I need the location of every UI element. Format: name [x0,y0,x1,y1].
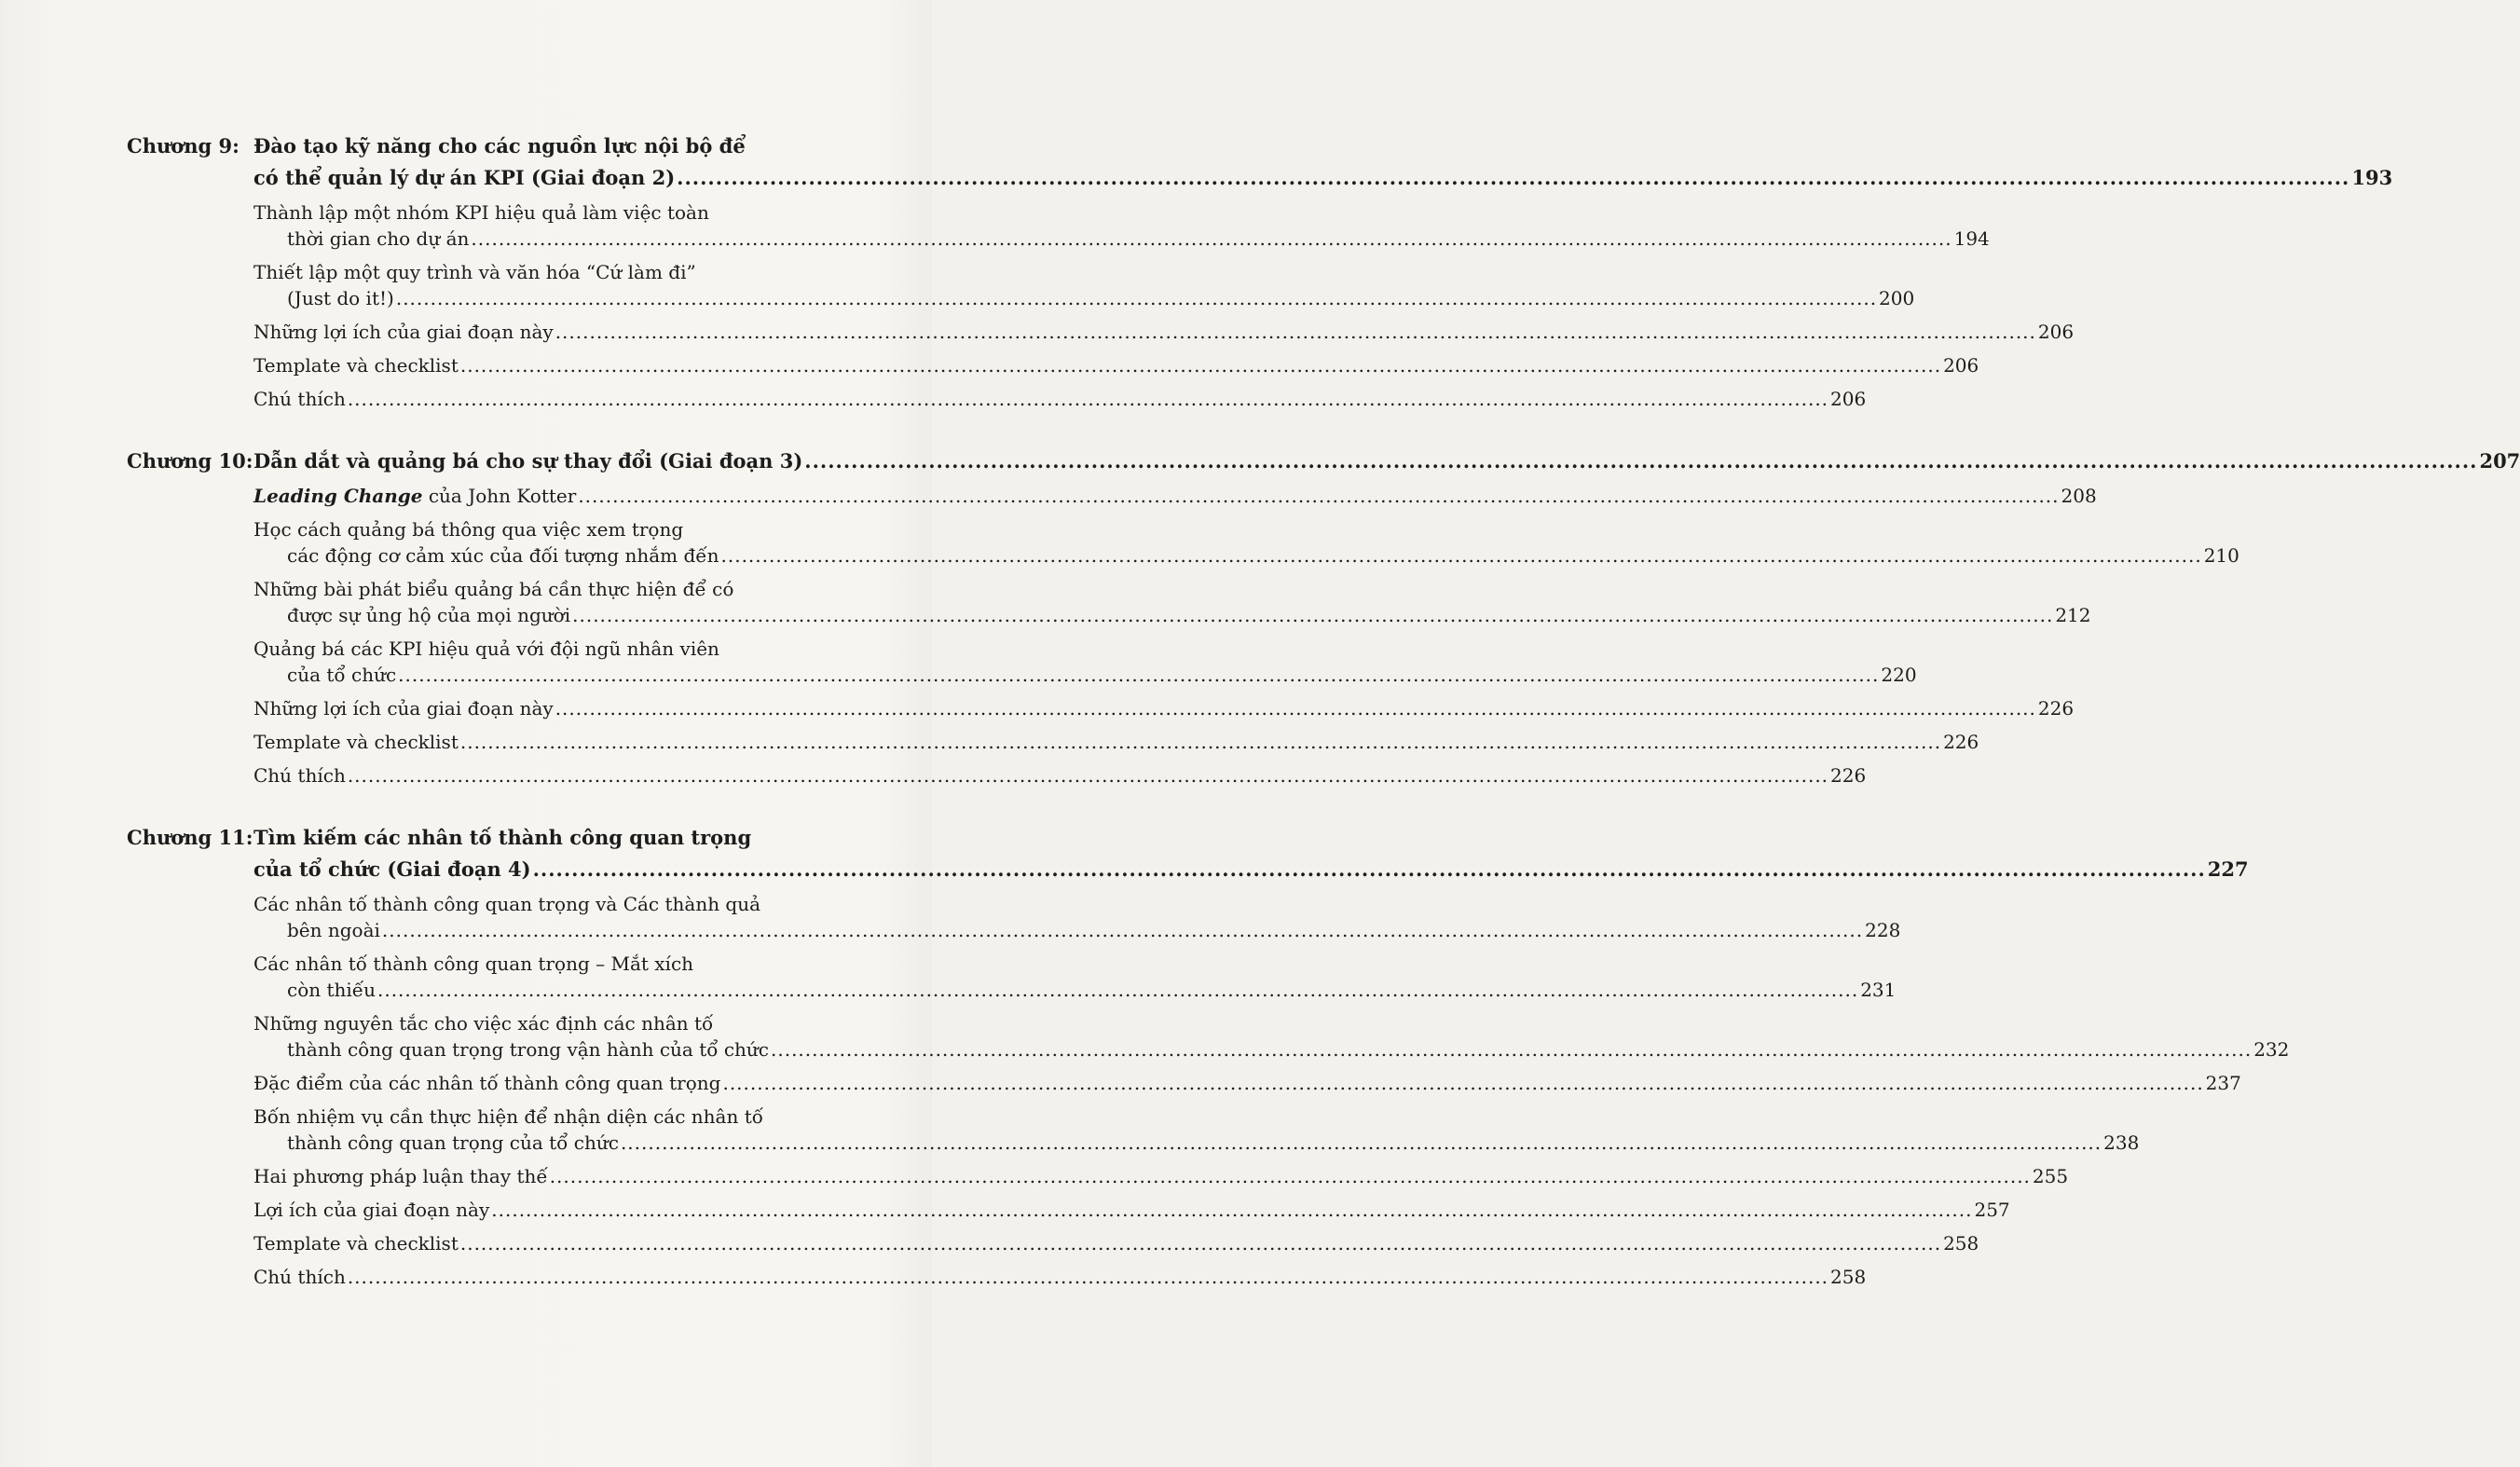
entry-title-text: (Just do it!) [287,287,394,309]
entry-page-number: 228 [1865,919,1901,941]
entry-title-text: thời gian cho dự án [287,227,470,250]
toc-entry[interactable] [253,1104,2140,1156]
dot-leader [460,729,1941,755]
entry-page-number: 226 [2037,697,2075,720]
entry-list [253,199,2075,412]
entry-title-line [253,1163,2069,1189]
chapter-page-number: 227 [2207,857,2249,881]
dot-leader [382,917,1863,943]
entry-title-line [253,226,1990,252]
entry-title-line [253,662,1917,688]
dot-leader [348,762,1828,788]
toc-entry[interactable] [253,516,2239,569]
book-title-emphasis: Leading Change [253,485,423,507]
toc-entry[interactable] [253,636,1917,688]
entry-title-text: Những lợi ích của giai đoạn này [253,321,554,343]
entry-title-text: Những lợi ích của giai đoạn này [253,697,554,720]
entry-page-number: 226 [1830,764,1867,787]
toc-entry[interactable] [253,951,1897,1003]
entry-page-number: 206 [1830,388,1867,410]
toc-entry[interactable] [253,199,1990,252]
dot-leader [771,1036,2252,1063]
entry-page-number: 206 [2037,321,2075,343]
entry-title-line [253,542,2239,569]
entry-page-number: 220 [1881,664,1917,686]
chapter-title-line [253,854,2249,885]
entry-title-line: Những nguyên tắc cho việc xác định các nhân tố [253,1012,714,1035]
entry-title-line [253,1197,2010,1223]
chapter-section [127,446,2520,788]
dot-leader [396,285,1877,311]
entry-title-line [253,602,2091,628]
entry-title-line: Những bài phát biểu quảng bá cần thực hiện để có [253,578,734,600]
entry-title-text: còn thiếu [287,979,376,1001]
entry-title-text: Chú thích [253,764,346,787]
toc-entry[interactable] [253,576,2091,628]
toc-entry[interactable] [253,1163,2069,1189]
dot-leader [555,695,2036,721]
entry-title-text: Template và checklist [253,731,459,753]
dot-leader [533,854,2206,885]
chapter-label: Chương 10: [127,449,253,473]
entry-title-text: Hai phương pháp luận thay thế [253,1165,548,1187]
entry-title-line [253,386,1867,412]
chapter-heading [127,130,2393,194]
toc-entry[interactable] [253,352,1979,378]
entry-title-rest: của John Kotter [422,485,577,507]
entry-title-line [253,917,1901,943]
entry-list [253,483,2239,788]
entry-title-line: Thành lập một nhóm KPI hiệu quả làm việc toàn [253,201,709,224]
entry-page-number: 237 [2205,1072,2241,1094]
toc-entry[interactable] [253,1197,2010,1223]
chapter-label: Chương 11: [127,826,253,849]
dot-leader [555,319,2036,345]
entry-page-number: 257 [1974,1199,2010,1221]
entry-title-line: Thiết lập một quy trình và văn hóa “Cứ làm đi” [253,261,696,283]
dot-leader [471,226,1952,252]
entry-page-number: 238 [2103,1131,2140,1154]
toc-entry[interactable] [253,1230,1979,1256]
dot-leader [460,1230,1941,1256]
chapter-heading [127,822,2249,885]
entry-title-line [253,977,1897,1003]
entry-title-text: bên ngoài [287,919,380,941]
chapter-section [127,822,2290,1290]
toc-entry[interactable] [253,1264,1867,1290]
entry-title-line: Các nhân tố thành công quan trọng – Mắt xích [253,953,694,975]
entry-title-text: được sự ủng hộ của mọi người [287,604,571,626]
dot-leader [621,1130,2102,1156]
entry-title-line [253,1264,1867,1290]
chapter-title-text: có thể quản lý dự án KPI (Giai đoạn 2) [253,166,676,189]
entry-title-text: thành công quan trọng của tổ chức [287,1131,619,1154]
entry-title-line [253,319,2075,345]
entry-title-text: Lợi ích của giai đoạn này [253,1199,490,1221]
dot-leader [550,1163,2031,1189]
toc-entry[interactable] [253,762,1867,788]
toc-entry[interactable] [253,695,2075,721]
entry-title-line: Bốn nhiệm vụ cần thực hiện để nhận diện các nhân tố [253,1105,763,1128]
entry-title-text: Chú thích [253,388,346,410]
toc-entry[interactable] [253,483,2097,509]
dot-leader [677,162,2349,194]
dot-leader [572,602,2053,628]
entry-list [253,891,2290,1290]
entry-title-text [253,483,576,509]
toc-entry[interactable] [253,891,1901,943]
chapter-title-line: Tìm kiếm các nhân tố thành công quan trọng [253,826,752,849]
chapter-heading [127,446,2520,477]
toc-entry[interactable] [253,259,1915,311]
chapter-page-number: 207 [2479,449,2520,473]
entry-page-number: 255 [2032,1165,2069,1187]
entry-title-text: thành công quan trọng trong vận hành của tổ chức [287,1038,769,1061]
chapter-title-line [253,162,2392,194]
entry-title-line [253,483,2097,509]
entry-page-number: 258 [1943,1232,1979,1254]
entry-title-text: Đặc điểm của các nhân tố thành công quan trọng [253,1072,721,1094]
entry-title-text: của tổ chức [287,664,397,686]
entry-title-line [253,1230,1979,1256]
chapter-section [127,130,2393,412]
dot-leader [722,1070,2203,1096]
dot-leader [804,446,2477,477]
toc-entry[interactable] [253,1010,2290,1063]
entry-title-text: các động cơ cảm xúc của đối tượng nhắm đến [287,544,719,567]
entry-page-number: 212 [2055,604,2091,626]
toc-entry[interactable] [253,729,1979,755]
chapter-title-line [253,446,2520,477]
entry-title-line [253,695,2075,721]
entry-page-number: 258 [1830,1266,1867,1288]
chapter-title-text: Dẫn dắt và quảng bá cho sự thay đổi (Giai đoạn 3) [253,449,803,473]
entry-page-number: 226 [1943,731,1979,753]
chapter-label: Chương 9: [127,134,240,158]
table-of-contents [127,130,2520,1323]
entry-title-line: Các nhân tố thành công quan trọng và Các thành quả [253,893,761,915]
chapter-title-text: của tổ chức (Giai đoạn 4) [253,857,531,881]
entry-title-line [253,1130,2140,1156]
entry-title-text: Chú thích [253,1266,346,1288]
entry-title-line: Quảng bá các KPI hiệu quả với đội ngũ nhân viên [253,638,719,660]
entry-title-line [253,1036,2290,1063]
entry-page-number: 210 [2203,544,2239,567]
dot-leader [460,352,1941,378]
chapter-title [253,130,2392,194]
dot-leader [348,1264,1828,1290]
dot-leader [398,662,1879,688]
entry-page-number: 231 [1860,979,1897,1001]
chapter-page-number: 193 [2351,166,2393,189]
toc-entry[interactable] [253,386,1867,412]
dot-leader [491,1197,1972,1223]
entry-title-line [253,762,1867,788]
entry-title-line [253,285,1915,311]
entry-page-number: 200 [1879,287,1915,309]
toc-entry[interactable] [253,319,2075,345]
entry-page-number: 194 [1953,227,1990,250]
chapter-title [253,446,2520,477]
dot-leader [721,542,2202,569]
entry-title-line [253,729,1979,755]
chapter-title [253,822,2249,885]
entry-title-line: Học cách quảng bá thông qua việc xem trọng [253,518,684,541]
dot-leader [348,386,1828,412]
entry-page-number: 208 [2061,485,2097,507]
toc-entry[interactable] [253,1070,2241,1096]
entry-title-line [253,1070,2241,1096]
entry-title-text: Template và checklist [253,1232,459,1254]
chapter-title-line: Đào tạo kỹ năng cho các nguồn lực nội bộ để [253,134,746,158]
entry-title-text: Template và checklist [253,354,459,377]
dot-leader [377,977,1858,1003]
entry-title-line [253,352,1979,378]
entry-page-number: 206 [1943,354,1979,377]
dot-leader [578,483,2059,509]
entry-page-number: 232 [2253,1038,2290,1061]
